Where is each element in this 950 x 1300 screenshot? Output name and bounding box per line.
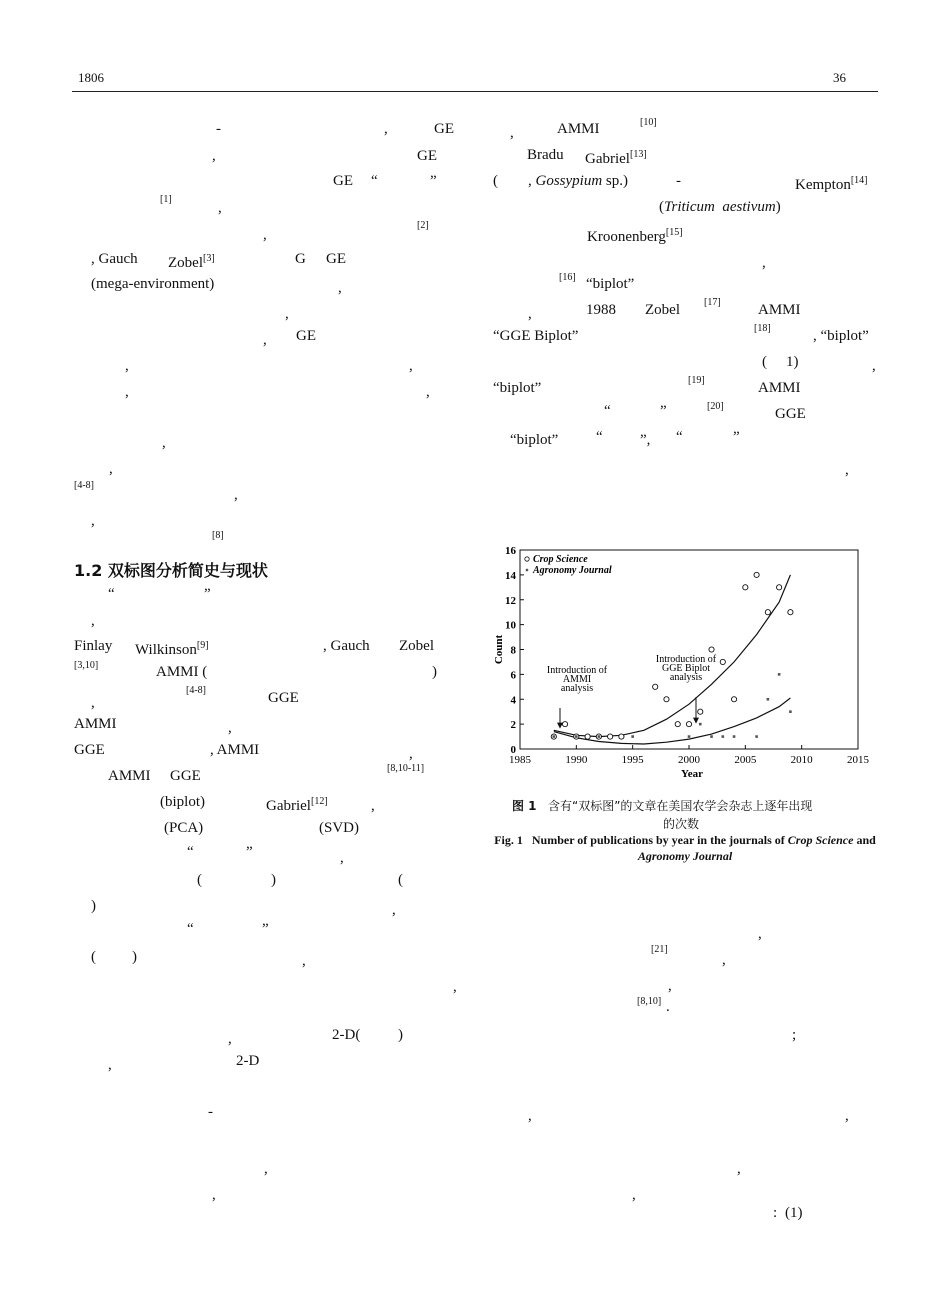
- text-fragment: ,: [264, 1161, 268, 1177]
- y-tick-label: 12: [505, 594, 516, 607]
- legend-marker-agronomy-journal: [526, 569, 528, 571]
- data-point-crop-science: [562, 722, 567, 727]
- text-fragment: ): [132, 949, 137, 965]
- figure-caption-zh: [512, 797, 812, 814]
- data-point-crop-science: [675, 722, 680, 727]
- data-point-agronomy-journal: [789, 710, 792, 713]
- text-fragment: “biplot”: [493, 380, 542, 396]
- text-fragment: , Gauch: [323, 638, 370, 654]
- text-fragment: GE: [326, 251, 346, 267]
- text-fragment: “: [604, 403, 611, 419]
- text-fragment: GE: [434, 121, 454, 137]
- text-fragment: AMMI (: [156, 664, 208, 680]
- citation: [3,10]: [74, 660, 99, 671]
- text-fragment: ,: [302, 953, 306, 969]
- text-fragment: AMMI: [108, 768, 151, 784]
- x-tick-label: 1990: [565, 754, 588, 766]
- data-point-crop-science: [743, 585, 748, 590]
- text-fragment: ;: [792, 1027, 797, 1043]
- text-fragment: ,: [91, 513, 95, 529]
- text-fragment: 2-D(: [332, 1027, 361, 1043]
- text-fragment: GGE: [268, 690, 299, 706]
- data-point-crop-science: [777, 585, 782, 590]
- data-point-crop-science: [653, 684, 658, 689]
- data-point-crop-science: [731, 697, 736, 702]
- text-fragment: ,: [409, 358, 413, 374]
- text-fragment: , Gauch: [91, 251, 138, 267]
- volume-number: 36: [833, 70, 846, 85]
- annotation-text: GGE Biplot: [661, 663, 711, 674]
- text-fragment: ,: [737, 1161, 741, 1177]
- text-fragment: ,: [108, 1057, 112, 1073]
- legend-marker-crop-science: [525, 557, 529, 561]
- text-fragment: 1): [786, 354, 799, 370]
- text-fragment: (: [493, 173, 498, 189]
- x-tick-label: 1985: [509, 754, 531, 766]
- y-tick-label: 4: [510, 694, 516, 707]
- text-fragment: (: [197, 872, 202, 888]
- text-fragment: Zobel: [645, 302, 680, 318]
- data-point-agronomy-journal: [778, 673, 781, 676]
- text-fragment: GGE: [74, 742, 105, 758]
- text-fragment: “biplot”: [510, 432, 559, 448]
- text-fragment: ,: [762, 255, 766, 271]
- data-point-agronomy-journal: [553, 735, 556, 738]
- data-point-crop-science: [698, 709, 703, 714]
- data-point-crop-science: [686, 722, 691, 727]
- data-point-agronomy-journal: [733, 735, 736, 738]
- annotation-text: analysis: [560, 683, 594, 694]
- text-fragment: ,: [234, 487, 238, 503]
- text-fragment: “: [676, 429, 683, 445]
- citation: [20]: [707, 401, 724, 412]
- text-fragment: (mega-environment): [91, 276, 215, 292]
- text-fragment: -: [216, 121, 221, 137]
- citation: [21]: [651, 944, 668, 955]
- text-fragment: ,: [125, 358, 129, 374]
- text-fragment: Gabriel[13]: [585, 149, 647, 167]
- data-point-crop-science: [664, 697, 669, 702]
- citation: [1]: [160, 194, 172, 205]
- citation: [4-8]: [74, 480, 94, 491]
- text-fragment: “: [187, 921, 194, 937]
- text-fragment: (: [91, 949, 96, 965]
- y-axis-label: Count: [493, 634, 505, 665]
- text-fragment: Finlay: [74, 638, 113, 654]
- annotation-arrow-head: [693, 718, 699, 724]
- text-fragment: ,: [340, 850, 344, 866]
- text-fragment: ”,: [640, 432, 651, 448]
- x-tick-label: 2015: [847, 754, 869, 766]
- citation: [4-8]: [186, 685, 206, 696]
- text-fragment: :: [773, 1205, 778, 1221]
- annotation-text: AMMI: [562, 674, 592, 685]
- text-fragment: ”: [430, 173, 437, 189]
- publication-count-chart: [490, 540, 880, 790]
- text-fragment: Zobel: [399, 638, 434, 654]
- text-fragment: “: [371, 173, 378, 189]
- x-axis-label: Year: [681, 768, 703, 780]
- data-point-crop-science: [720, 659, 725, 664]
- text-fragment: 1988: [586, 302, 616, 318]
- data-point-crop-science: [608, 734, 613, 739]
- figure-caption-zh-line1: 含有“双标图”的文章在美国农学会杂志上逐年出现: [547, 799, 813, 813]
- text-fragment: GGE: [775, 406, 806, 422]
- section-heading: 1.2 双标图分析简史与现状: [74, 561, 268, 580]
- text-fragment: ,: [109, 461, 113, 477]
- text-fragment: ,: [371, 798, 375, 814]
- data-point-agronomy-journal: [699, 723, 702, 726]
- citation: [8]: [212, 530, 224, 541]
- y-tick-label: 2: [510, 719, 516, 732]
- x-tick-label: 1995: [621, 754, 644, 766]
- data-point-crop-science: [765, 610, 770, 615]
- data-point-agronomy-journal: [598, 735, 601, 738]
- legend-label: Agronomy Journal: [533, 565, 612, 576]
- data-point-crop-science: [709, 647, 714, 652]
- text-fragment: “: [108, 586, 115, 602]
- text-fragment: , “biplot”: [813, 328, 869, 344]
- text-fragment: 2-D: [236, 1053, 260, 1069]
- text-fragment: , Gossypium sp.): [528, 173, 629, 189]
- text-fragment: ): [432, 664, 437, 680]
- text-fragment: ,: [409, 746, 413, 762]
- text-fragment: (: [762, 354, 767, 370]
- text-fragment: “biplot”: [586, 276, 635, 292]
- y-tick-label: 10: [505, 619, 516, 632]
- text-fragment: (SVD): [319, 820, 359, 836]
- text-fragment: ”: [262, 921, 269, 937]
- citation: [8,10]: [637, 996, 662, 1007]
- text-fragment: ,: [845, 1108, 849, 1124]
- citation: [2]: [417, 220, 429, 231]
- text-fragment: ,: [384, 121, 388, 137]
- text-fragment: ,: [263, 227, 267, 243]
- text-fragment: (biplot): [160, 794, 205, 810]
- header-rule: [72, 91, 878, 92]
- y-tick-label: 16: [505, 545, 516, 557]
- text-fragment: AMMI: [758, 380, 801, 396]
- text-fragment: ,: [392, 902, 396, 918]
- text-fragment: (: [398, 872, 403, 888]
- text-fragment: ,: [872, 358, 876, 374]
- text-fragment: ): [271, 872, 276, 888]
- page-number: 1806: [78, 70, 104, 85]
- text-fragment: ,: [668, 978, 672, 994]
- data-point-agronomy-journal: [755, 735, 758, 738]
- data-point-agronomy-journal: [710, 735, 713, 738]
- text-fragment: AMMI: [758, 302, 801, 318]
- text-fragment: ,: [212, 1187, 216, 1203]
- text-fragment: Wilkinson[9]: [135, 640, 209, 658]
- text-fragment: ”: [660, 403, 667, 419]
- text-fragment: -: [676, 173, 681, 189]
- plot-frame: [520, 550, 858, 749]
- text-fragment: ,: [528, 1108, 532, 1124]
- text-fragment: G: [295, 251, 306, 267]
- citation: [10]: [640, 117, 657, 128]
- data-point-agronomy-journal: [767, 698, 770, 701]
- text-fragment: “: [187, 844, 194, 860]
- text-fragment: ,: [758, 926, 762, 942]
- text-fragment: ,: [228, 720, 232, 736]
- text-fragment: GE: [333, 173, 353, 189]
- data-point-crop-science: [754, 572, 759, 577]
- x-tick-label: 2010: [790, 754, 813, 766]
- figure-caption-zh-line2: 的次数: [663, 817, 700, 831]
- text-fragment: ,: [510, 125, 514, 141]
- text-fragment: ,: [91, 695, 95, 711]
- text-fragment: ,: [845, 462, 849, 478]
- text-fragment: ,: [212, 148, 216, 164]
- text-fragment: Kroonenberg[15]: [587, 227, 683, 245]
- annotation-text: analysis: [669, 672, 703, 683]
- text-fragment: GE: [296, 328, 316, 344]
- text-fragment: (1): [785, 1205, 803, 1221]
- text-fragment: Gabriel[12]: [266, 796, 328, 814]
- text-fragment: , AMMI: [210, 742, 260, 758]
- text-fragment: GE: [417, 148, 437, 164]
- text-fragment: ,: [338, 280, 342, 296]
- text-fragment: ”: [204, 586, 211, 602]
- y-tick-label: 6: [510, 669, 516, 682]
- data-point-agronomy-journal: [722, 735, 725, 738]
- text-fragment: ,: [528, 306, 532, 322]
- text-fragment: ,: [125, 384, 129, 400]
- citation: [8,10-11]: [387, 763, 425, 774]
- text-fragment: Bradu: [527, 147, 564, 163]
- text-fragment: ,: [228, 1031, 232, 1047]
- citation: [18]: [754, 323, 771, 334]
- y-tick-label: 14: [505, 569, 516, 582]
- y-tick-label: 8: [510, 644, 516, 657]
- data-point-crop-science: [585, 734, 590, 739]
- y-tick-label: 0: [510, 744, 516, 756]
- text-fragment: ,: [162, 435, 166, 451]
- text-fragment: Zobel[3]: [168, 253, 215, 271]
- text-fragment: ,: [722, 952, 726, 968]
- text-fragment: ): [398, 1027, 403, 1043]
- data-point-crop-science: [788, 610, 793, 615]
- annotation-text: Introduction of: [655, 654, 717, 665]
- text-fragment: ,: [263, 332, 267, 348]
- text-fragment: GGE: [170, 768, 201, 784]
- text-fragment: ”: [246, 844, 253, 860]
- text-fragment: .: [666, 999, 670, 1015]
- text-fragment: ,: [632, 1187, 636, 1203]
- figure-caption-en: Fig. 1 Number of publications by year in the journals of Crop Science and Agronomy Journal: [494, 833, 876, 863]
- text-fragment: (Triticum aestivum): [659, 199, 781, 215]
- text-fragment: ,: [91, 613, 95, 629]
- text-fragment: ,: [453, 979, 457, 995]
- data-point-crop-science: [619, 734, 624, 739]
- legend-label: Crop Science: [533, 554, 588, 565]
- text-fragment: ): [91, 898, 96, 914]
- text-fragment: ,: [218, 200, 222, 216]
- figure-label-zh: 图 1: [512, 799, 537, 813]
- citation: [17]: [704, 297, 721, 308]
- text-fragment: AMMI: [74, 716, 117, 732]
- text-fragment: AMMI: [557, 121, 600, 137]
- text-fragment: ,: [426, 384, 430, 400]
- text-fragment: ,: [285, 306, 289, 322]
- text-fragment: (PCA): [164, 820, 204, 836]
- data-point-agronomy-journal: [688, 735, 691, 738]
- text-fragment: ”: [733, 429, 740, 445]
- citation: [19]: [688, 375, 705, 386]
- text-fragment: “: [596, 429, 603, 445]
- text-fragment: -: [208, 1104, 213, 1120]
- annotation-arrow-head: [557, 723, 563, 729]
- text-fragment: “GGE Biplot”: [493, 328, 579, 344]
- citation: [16]: [559, 272, 576, 283]
- x-tick-label: 2000: [678, 754, 700, 766]
- text-fragment: Kempton[14]: [795, 175, 868, 193]
- annotation-text: Introduction of: [546, 665, 608, 676]
- data-point-agronomy-journal: [631, 735, 634, 738]
- data-point-agronomy-journal: [575, 735, 578, 738]
- x-tick-label: 2005: [734, 754, 757, 766]
